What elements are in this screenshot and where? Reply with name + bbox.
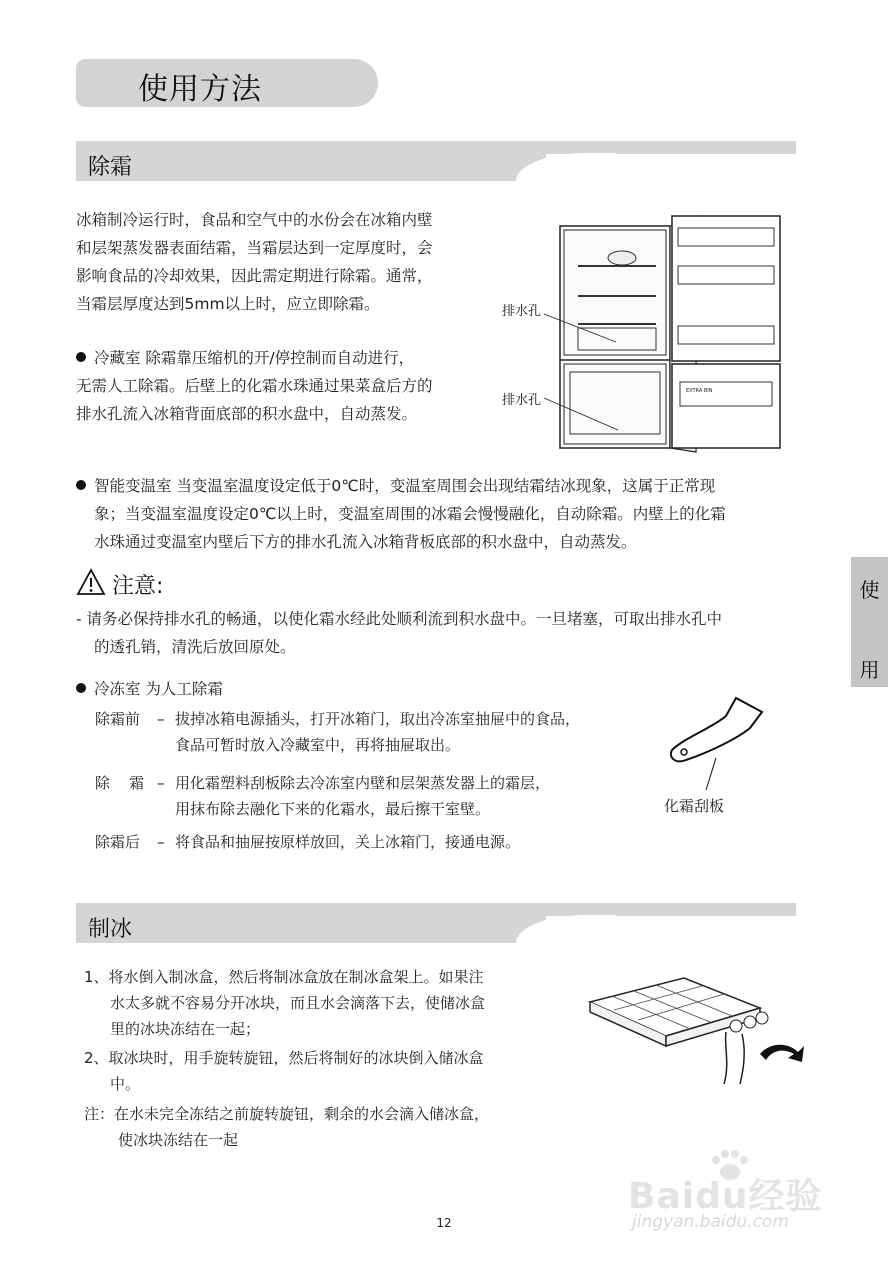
drain-hole-label-lower: 排水孔 — [502, 393, 542, 408]
text-line: 的透孔销，清洗后放回原处。 — [94, 638, 296, 656]
watermark-logo: Baidu经验 — [628, 1176, 823, 1217]
text-line: - 请务必保持排水孔的畅通，以使化霜水经此处顺利流到积水盘中。一旦堵塞，可取出排水孔中 — [76, 610, 723, 628]
drawer-label: EXTRA BIN — [686, 388, 713, 394]
ice-note — [84, 1101, 564, 1153]
text-line: 水太多就不容易分开冰块，而且水会滴落下去，使储冰盒 — [110, 994, 486, 1012]
section-title-ice: 制冰 — [88, 917, 133, 942]
text-line: 2、取冰块时，用手旋转旋钮，然后将制好的冰块倒入储冰盒 — [84, 1049, 484, 1067]
text-line: 和层架蒸发器表面结霜，当霜层达到一定厚度时，会 — [76, 239, 433, 257]
text-line: 1、将水倒入制冰盒，然后将制冰盒放在制冰盒架上。如果注 — [84, 968, 484, 986]
text-line: 使冰块冻结在一起 — [118, 1131, 239, 1149]
step-label: 除霜前 — [95, 710, 141, 728]
step-text: 用抹布除去融化下来的化霜水，最后擦干室壁。 — [175, 800, 491, 818]
chapter-title: 使用方法 — [138, 72, 262, 107]
drain-hole-label-upper: 排水孔 — [502, 304, 542, 319]
defrost-step: 除霜前 – 拔掉冰箱电源插头，打开冰箱门，取出冷冻室抽屉中的食品， 食品可暂时放入冷藏室中，再将抽屉取出。 — [95, 706, 655, 758]
defrost-intro — [76, 206, 496, 318]
ice-step-2 — [84, 1045, 564, 1097]
scraper-label: 化霜刮板 — [664, 797, 725, 815]
freezer-defrost-bullet — [76, 675, 223, 703]
side-tab-char: 使 — [859, 578, 880, 602]
defrost-step: 除霜后 – 将食品和抽屉按原样放回，关上冰箱门，接通电源。 — [95, 829, 655, 855]
text-line: 无需人工除霜。后壁上的化霜水珠通过果菜盒后方的 — [76, 377, 433, 395]
section-header-ice — [76, 903, 796, 943]
bullet-dot — [76, 352, 86, 362]
side-tab-char: 用 — [859, 658, 880, 682]
text-line: 当霜层厚度达到5mm以上时，应立即除霜。 — [76, 295, 380, 313]
bullet-dot — [76, 683, 86, 693]
bullet-dot — [76, 480, 86, 490]
section-header-defrost — [76, 141, 796, 181]
text-line: 排水孔流入冰箱背面底部的积水盘中，自动蒸发。 — [76, 405, 418, 423]
step-text: 拔掉冰箱电源插头，打开冰箱门，取出冷冻室抽屉中的食品， — [175, 710, 581, 728]
page-number: 12 — [436, 1216, 452, 1230]
text-line: 水珠通过变温室内壁后下方的排水孔流入冰箱背板底部的积水盘中，自动蒸发。 — [94, 533, 637, 551]
ice-tray-illustration — [584, 972, 806, 1090]
defrost-step: 除 霜 – 用化霜塑料刮板除去冷冻室内壁和层架蒸发器上的霜层， 用抹布除去融化下来的化霜水，最后擦干室壁。 — [95, 770, 655, 822]
caution-title: 注意: — [112, 574, 164, 599]
section-title-defrost: 除霜 — [88, 155, 133, 180]
text-line: 冷藏室 除霜靠压缩机的开/停控制而自动进行， — [94, 349, 415, 367]
refrigerator-illustration — [498, 194, 798, 458]
text-line: 冰箱制冷运行时，食品和空气中的水份会在冰箱内壁 — [76, 211, 433, 229]
text-line: 冷冻室 为人工除霜 — [94, 680, 223, 698]
step-label: 除 霜 — [95, 774, 145, 792]
text-line: 影响食品的冷却效果，因此需定期进行除霜。通常， — [76, 267, 433, 285]
text-line: 中。 — [110, 1075, 141, 1093]
step-label: 除霜后 — [95, 833, 141, 851]
ice-step-1 — [84, 964, 564, 1042]
step-text: 食品可暂时放入冷藏室中，再将抽屉取出。 — [175, 736, 461, 754]
step-text: 将食品和抽屉按原样放回，关上冰箱门，接通电源。 — [175, 833, 521, 851]
text-line: 注：在水未完全冻结之前旋转旋钮，剩余的水会滴入储冰盒， — [84, 1105, 490, 1123]
text-line: 智能变温室 当变温室温度设定低于0℃时，变温室周围会出现结霜结冰现象，这属于正常现 — [94, 477, 716, 495]
caution-text — [76, 605, 836, 661]
scraper-illustration — [664, 694, 774, 794]
step-text: 用化霜塑料刮板除去冷冻室内壁和层架蒸发器上的霜层， — [175, 774, 551, 792]
text-line: 里的冰块冻结在一起； — [110, 1020, 261, 1038]
fridge-defrost-bullet — [76, 344, 496, 428]
smart-compartment-bullet — [76, 472, 826, 556]
warning-icon — [76, 568, 106, 596]
text-line: 象；当变温室温度设定0℃以上时，变温室周围的冰霜会慢慢融化，自动除霜。内壁上的化霜 — [94, 505, 726, 523]
watermark-url: jingyan.baidu.com — [632, 1212, 789, 1232]
